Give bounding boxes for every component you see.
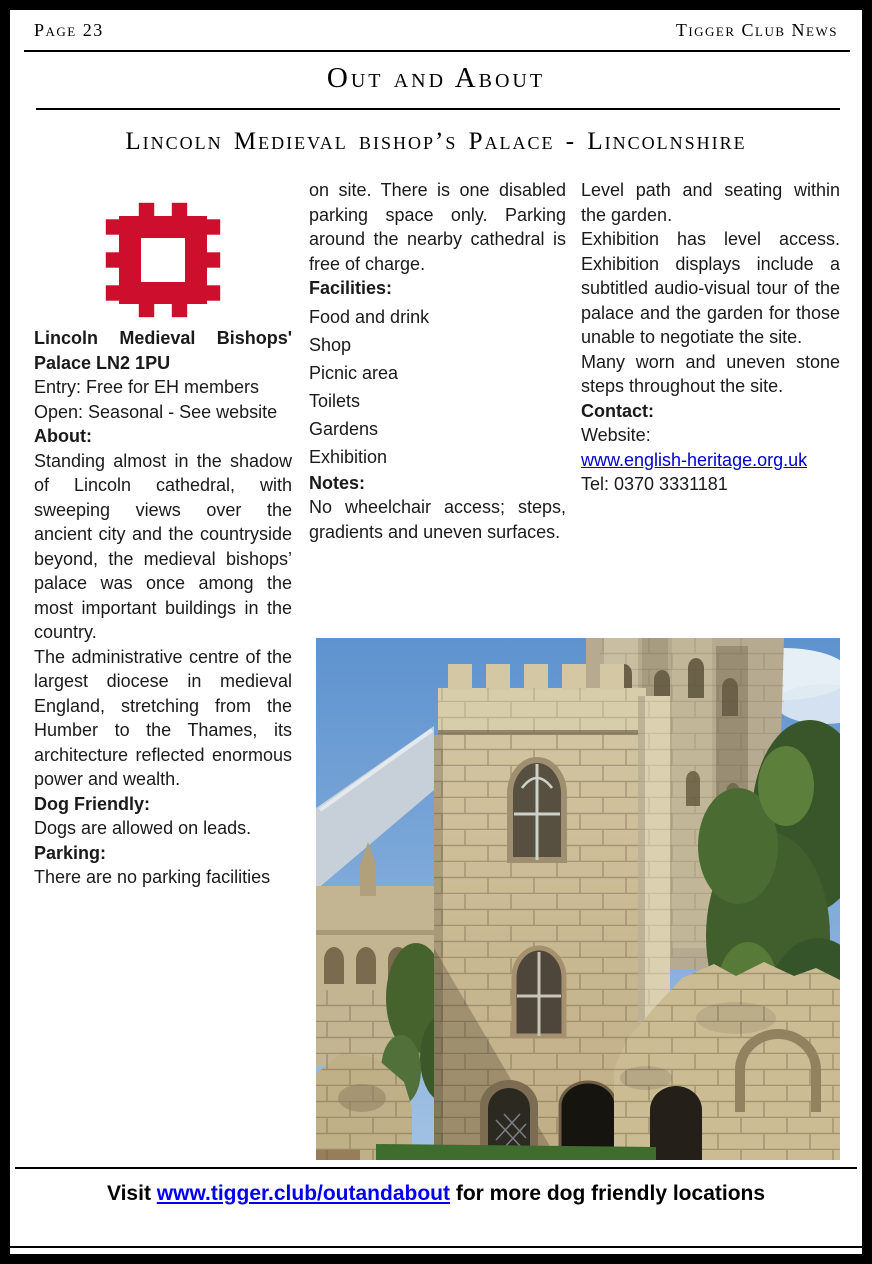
contact-label: Contact:	[581, 400, 654, 421]
newsletter-title: Tigger Club News	[675, 20, 838, 40]
facility-item: Toilets	[309, 390, 361, 411]
parking-label: Parking:	[34, 842, 107, 863]
notes-label: Notes:	[309, 472, 366, 493]
notes-text: No wheelchair access; steps, gradients and uneven surfaces.	[309, 497, 566, 542]
palace-address: Lincoln Medieval Bishops' Palace LN2 1PU	[34, 328, 292, 373]
english-heritage-logo-icon	[97, 194, 229, 326]
facility-item: Exhibition	[309, 446, 388, 467]
dog-friendly-text: Dogs are allowed on leads.	[34, 818, 252, 838]
facility-item: Shop	[309, 334, 352, 355]
facilities-list	[309, 303, 566, 471]
website-label: Website:	[581, 425, 651, 445]
opening-info: Open: Seasonal - See website	[34, 401, 278, 422]
facilities-label: Facilities:	[309, 278, 393, 298]
about-paragraph-1: Standing almost in the shadow of Lincoln cathedral, with sweeping views over the ancient city and the countryside beyond, the medieval bishops’ palace was once among the most important buildings in the country.	[34, 450, 292, 642]
access-paragraph-2: Exhibition has level access. Exhibition displays include a subtitled audio-visual tour of the palace and the garden for those unable to negotiate the site.	[581, 229, 840, 347]
column-right	[581, 178, 840, 497]
parking-continued: on site. There is one disabled parking space only. Parking around the nearby cathedral is free of charge.	[309, 180, 566, 274]
facility-item: Picnic area	[309, 362, 399, 383]
about-paragraph-2: The administrative centre of the largest diocese in medieval England, stretching from the Humber to the Thames, its architecture reflected enormous power and wealth.	[34, 646, 292, 789]
facility-item: Food and drink	[309, 306, 430, 327]
entry-info: Entry: Free for EH members	[34, 377, 260, 397]
page-number: Page 23	[34, 20, 104, 40]
article-title: Lincoln Medieval bishop’s Palace - Lincolnshire	[125, 128, 747, 155]
section-title: Out and About	[326, 62, 546, 94]
about-label: About:	[34, 426, 92, 446]
tigger-club-link[interactable]: www.tigger.club/outandabout	[156, 1182, 450, 1205]
access-paragraph-3: Many worn and uneven stone steps throughout the site.	[581, 351, 840, 396]
column-left	[34, 178, 292, 890]
palace-photo	[316, 638, 840, 1160]
access-paragraph-1: Level path and seating within the garden.	[581, 180, 840, 225]
facility-item: Gardens	[309, 418, 379, 439]
footer-text-suffix: for more dog friendly locations	[450, 1182, 766, 1205]
footer-bottom-rule	[10, 1246, 862, 1248]
telephone: Tel: 0370 3331181	[581, 474, 728, 494]
footer	[10, 1182, 862, 1206]
parking-text: There are no parking facilities	[34, 867, 271, 887]
dog-friendly-label: Dog Friendly:	[34, 793, 150, 814]
footer-text-prefix: Visit	[106, 1182, 157, 1205]
footer-top-rule	[15, 1167, 857, 1169]
section-rule	[36, 108, 840, 110]
header-rule	[24, 50, 850, 52]
english-heritage-link[interactable]: www.english-heritage.org.uk	[581, 449, 808, 470]
column-middle	[309, 178, 566, 544]
